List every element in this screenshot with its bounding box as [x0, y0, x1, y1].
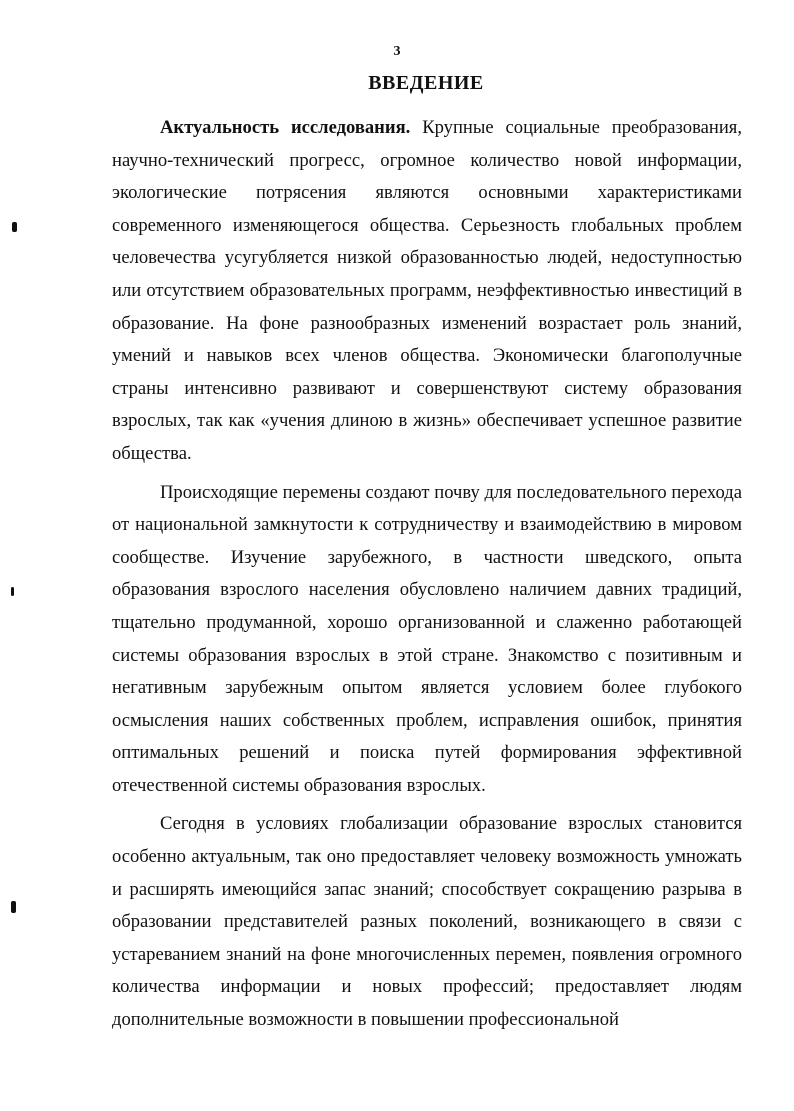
page-number: 3 — [393, 44, 401, 59]
body-text — [112, 112, 742, 1037]
paragraph-international-experience: Происходящие перемены создают почву для последовательного перехода от национальной замкнутости к сотрудничеству и взаимодействию в мировом сообществе. Изучение зарубежного, в частности шведского, опыта образования взрослого населения обусловлено наличием давних традиций, тщательно продуманной, хорошо организованной и слаженно работающей системы образования взрослых в этой стране. Знакомство с позитивным и негативным зарубежным опытом является условием более глубокого осмысления наших собственных проблем, исправления ошибок, принятия оптимальных решений и поиска путей формирования эффективной отечественной системы образования взрослых. — [112, 481, 742, 796]
paragraph-lead: Актуальность исследования. — [160, 117, 411, 138]
paragraph-text: Крупные социальные преобразования, научно-технический прогресс, огромное количество новой информации, экологические потрясения являются основными характеристиками современного изменяющегося общества. Серьезность глобальных проблем человечества усугубляется низкой образованностью людей, недоступностью или отсутствием образовательных программ, неэффективностью инвестиций в образование. На фоне разнообразных изменений возрастает роль знаний, умений и навыков всех членов общества. Экономически благополучные страны интенсивно развивают и совершенствуют систему образования взрослых, так как «учения длиною в жизнь» обеспечивает успешное развитие общества. — [112, 117, 742, 464]
paragraph-globalization: Сегодня в условиях глобализации образование взрослых становится особенно актуальным, так оно предоставляет человеку возможность умножать и расширять имеющийся запас знаний; способствует сокращению разрыва в образовании представителей разных поколений, возникающего в связи с устареванием знаний на фоне многочисленных перемен, появления огромного количества информации и новых профессий; предоставляет людям дополнительные возможности в повышении профессиональной — [112, 813, 742, 1031]
paragraph-relevance — [112, 112, 742, 471]
scan-mark — [11, 901, 16, 913]
section-heading: ВВЕДЕНИЕ — [368, 72, 484, 94]
scan-mark — [11, 587, 14, 596]
scan-mark — [12, 222, 17, 232]
